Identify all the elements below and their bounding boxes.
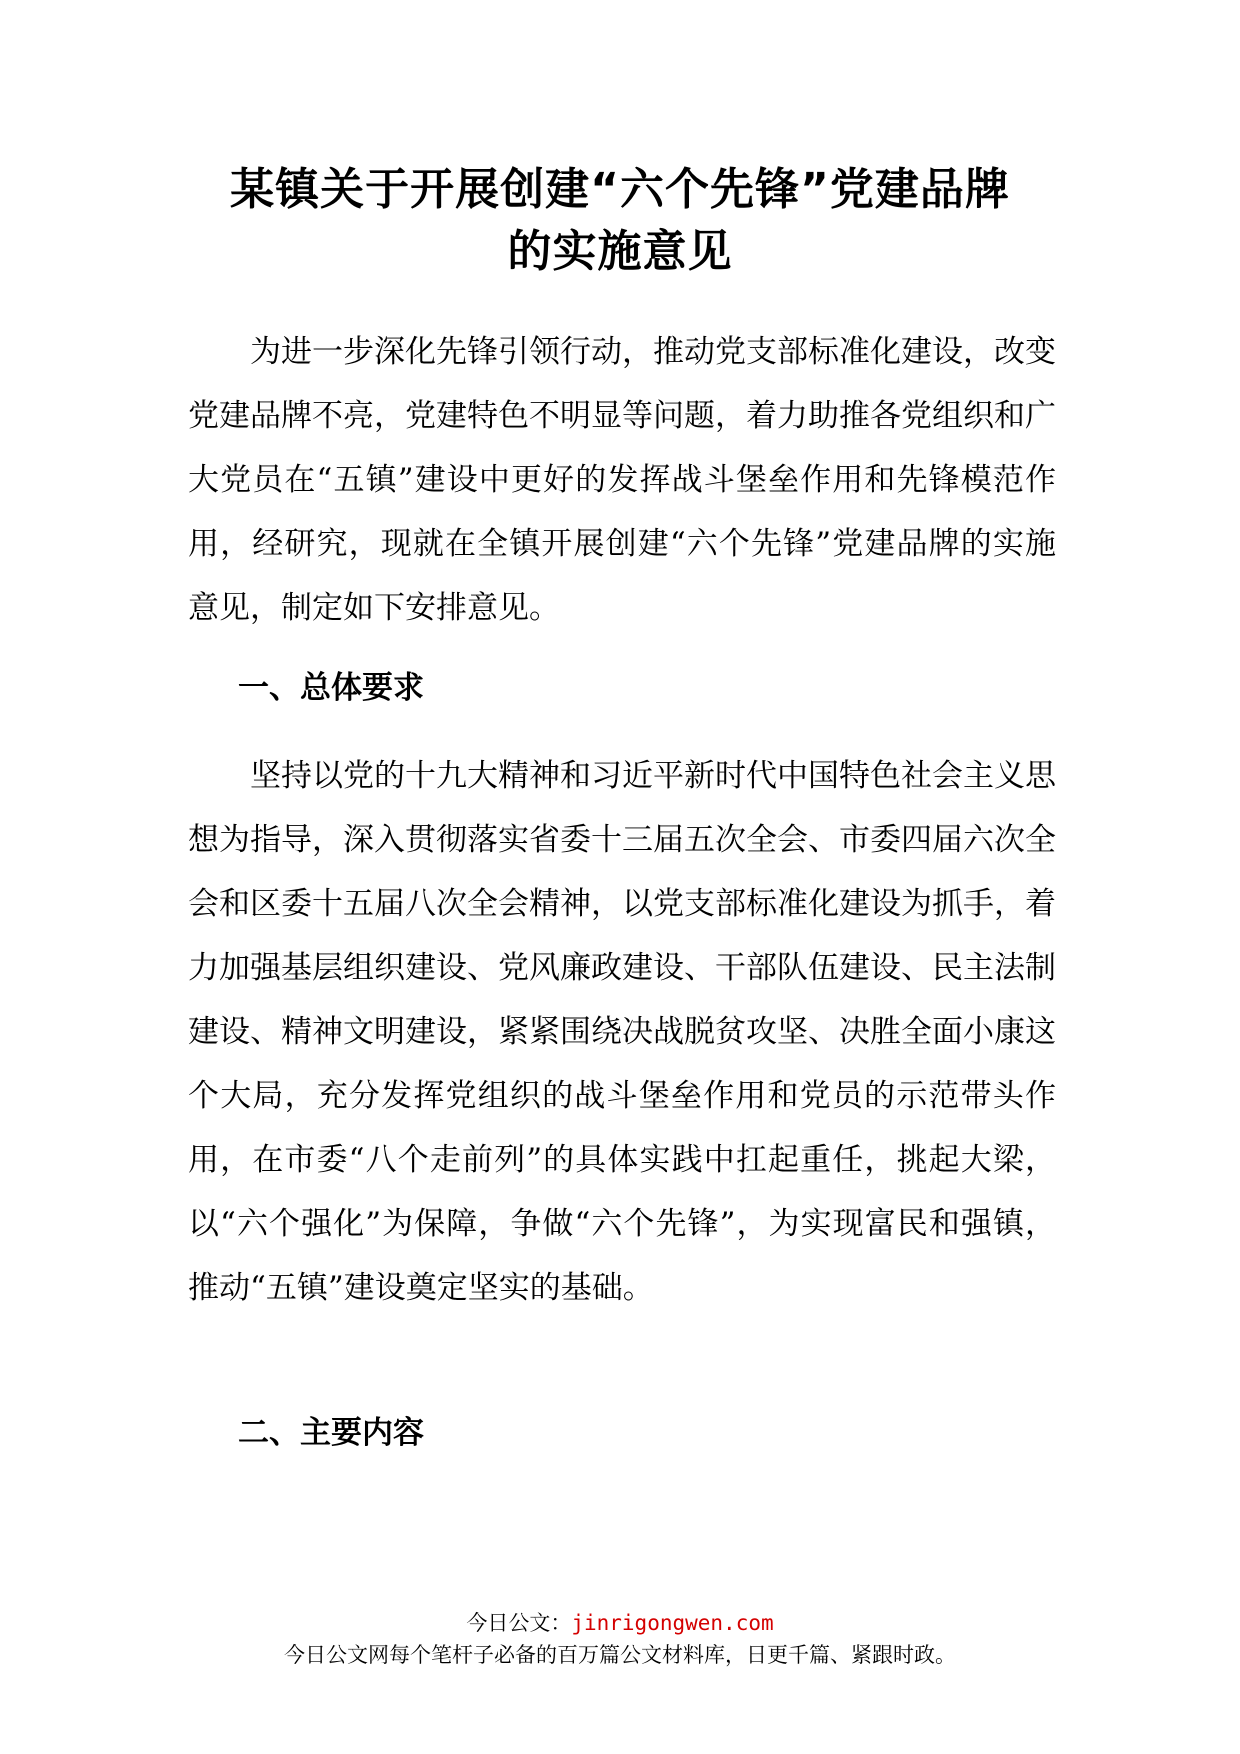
footer-label: 今日公文： xyxy=(466,1611,572,1635)
section-2-heading: 二、主要内容 xyxy=(238,1415,424,1451)
footer-tagline: 今日公文网每个笔杆子必备的百万篇公文材料库，日更千篇、紧跟时政。 xyxy=(284,1643,956,1667)
document-title-line-2: 的实施意见 xyxy=(507,226,733,277)
document-title-line-1: 某镇关于开展创建“六个先锋”党建品牌 xyxy=(230,164,1010,215)
section-1-heading: 一、总体要求 xyxy=(238,670,424,706)
footer-url-link[interactable]: jinrigongwen.com xyxy=(571,1611,774,1635)
intro-paragraph: 为进一步深化先锋引领行动，推动党支部标准化建设，改变党建品牌不亮，党建特色不明显等问题，着力助推各党组织和广大党员在“五镇”建设中更好的发挥战斗堡垒作用和先锋模范作用，经研究，现就在全镇开展创建“六个先锋”党建品牌的实施意见，制定如下安排意见。 xyxy=(188,334,1056,626)
section-1-paragraph: 坚持以党的十九大精神和习近平新时代中国特色社会主义思想为指导，深入贯彻落实省委十三届五次全会、市委四届六次全会和区委十五届八次全会精神，以党支部标准化建设为抓手，着力加强基层组织建设、党风廉政建设、干部队伍建设、民主法制建设、精神文明建设，紧紧围绕决战脱贫攻坚、决胜全面小康这个大局，充分发挥党组织的战斗堡垒作用和党员的示范带头作用，在市委“八个走前列”的具体实践中扛起重任，挑起大梁，以“六个强化”为保障，争做“六个先锋”，为实现富民和强镇，推动“五镇”建设奠定坚实的基础。 xyxy=(188,758,1056,1306)
footer-source xyxy=(0,1608,1240,1638)
